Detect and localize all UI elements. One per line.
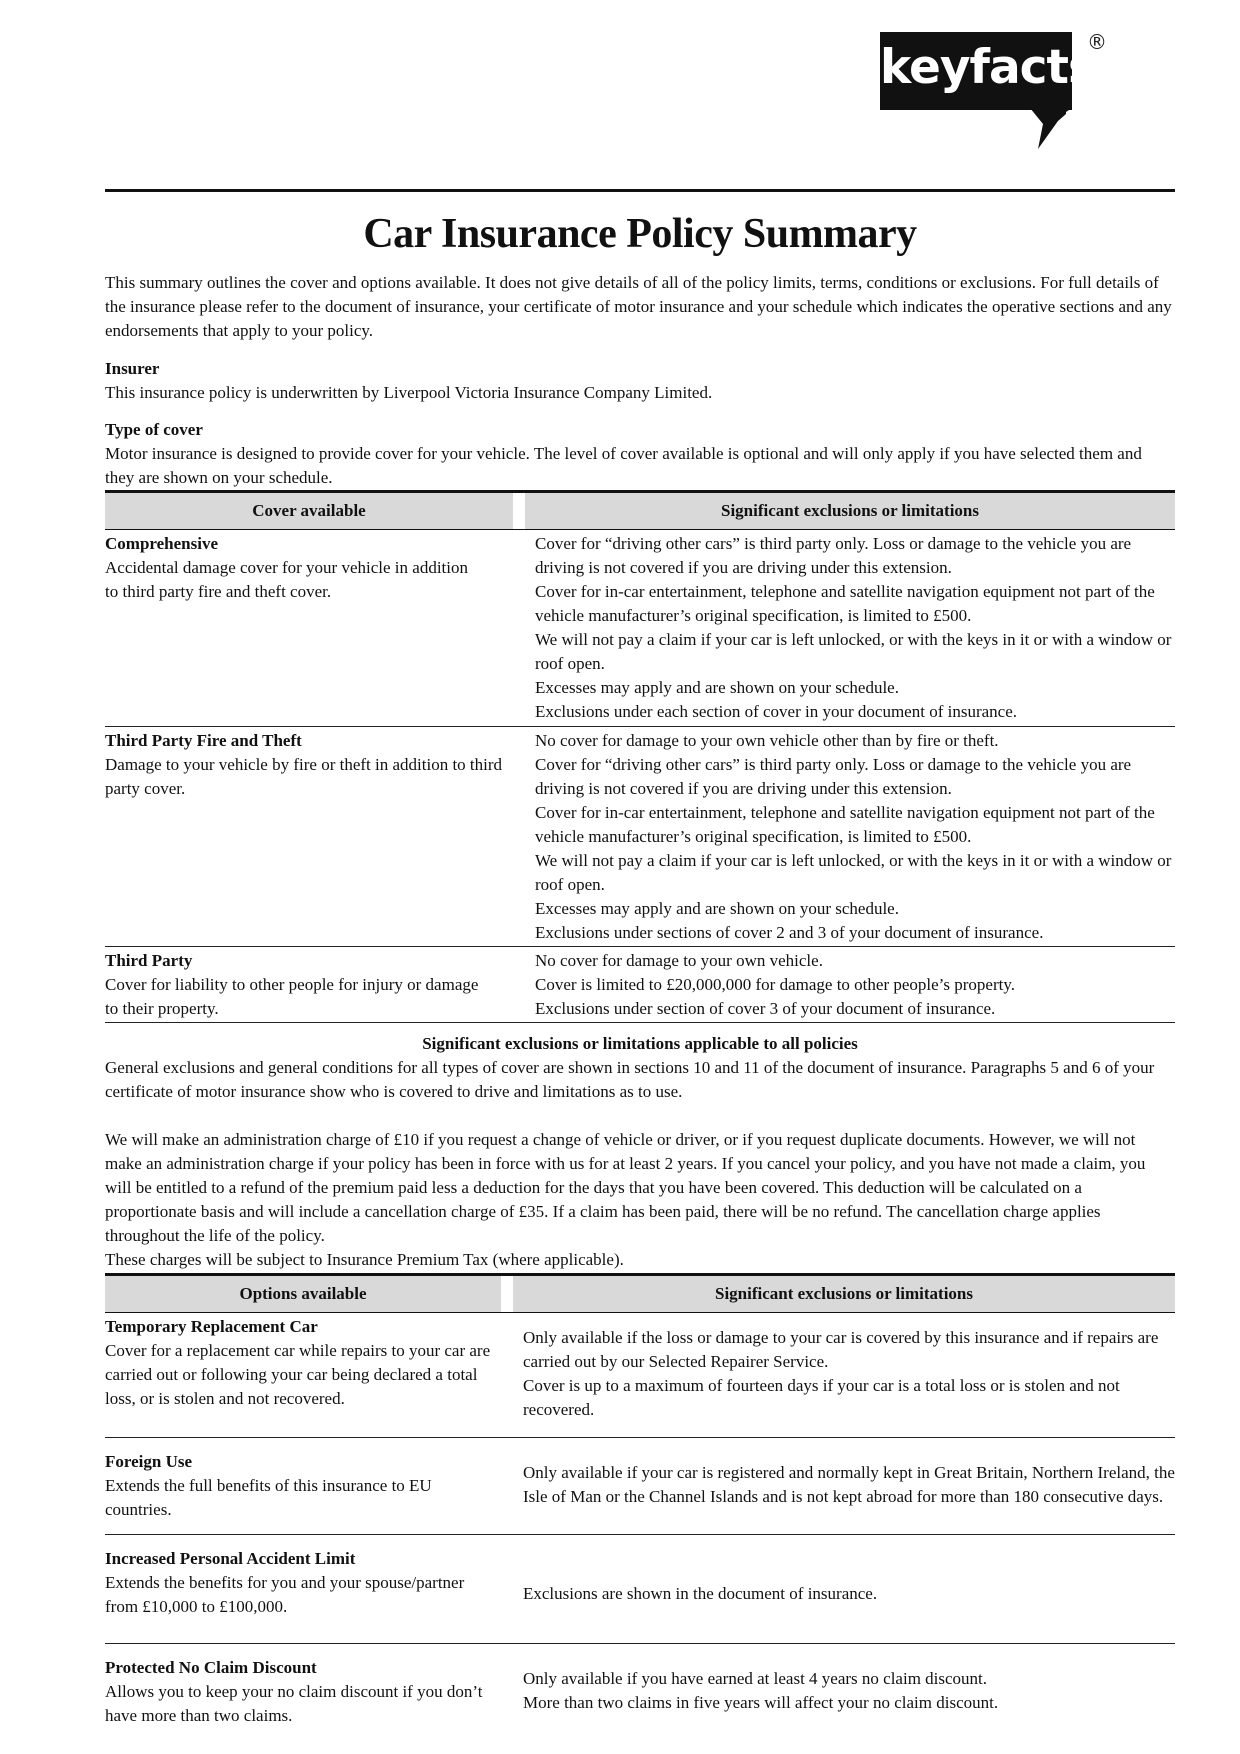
option-desc: Extends the benefits for you and your spouse/partner from £10,000 to £100,000.	[105, 1573, 465, 1616]
limit-item: Cover is up to a maximum of fourteen days if your car is a total loss or is stolen and not recovered.	[523, 1376, 1120, 1419]
all-policies-p2: We will make an administration charge of £10 if you request a change of vehicle or driver, or if you request duplicate documents. However, we will not make an administration charge if your policy has been in force with us for at least 2 years. If you cancel your policy, and you have not made a claim, you will be entitled to a refund of the premium paid less a deduction for the days that you have been covered. This deduction will be calculated on a proportionate basis and will include a cancellation charge of £35. If a claim has been paid, there will be no refund. The cancellation charge applies throughout the life of the policy.	[105, 1130, 1146, 1245]
limit-item: Cover for in-car entertainment, telephone and satellite navigation equipment not part of the vehicle manufacturer’s original specification, is limited to £500.	[535, 582, 1155, 625]
cover-col-header: Cover available	[252, 501, 366, 520]
all-policies-p3: These charges will be subject to Insurance Premium Tax (where applicable).	[105, 1250, 624, 1269]
insurer-heading: Insurer	[105, 359, 160, 378]
limit-item: Cover is limited to £20,000,000 for damage to other people’s property.	[535, 975, 1015, 994]
options-col-header: Options available	[239, 1284, 367, 1303]
limit-item: We will not pay a claim if your car is left unlocked, or with the keys in it or with a window or roof open.	[535, 851, 1172, 894]
cover-desc: Damage to your vehicle by fire or theft in addition to third party cover.	[105, 755, 503, 798]
limit-item: Exclusions under each section of cover in your document of insurance.	[535, 702, 1017, 721]
insurer-text: This insurance policy is underwritten by Liverpool Victoria Insurance Company Limited.	[105, 383, 713, 402]
table-row	[105, 1535, 1175, 1644]
option-title: Increased Personal Accident Limit	[105, 1549, 356, 1568]
limit-item: Exclusions are shown in the document of insurance.	[523, 1584, 878, 1603]
limit-item: No cover for damage to your own vehicle.	[535, 951, 823, 970]
option-title: Temporary Replacement Car	[105, 1317, 318, 1336]
type-of-cover-text: Motor insurance is designed to provide cover for your vehicle. The level of cover available is optional and will only apply if you have selected them and they are shown on your schedule.	[105, 444, 1142, 487]
cover-limits-col-header: Significant exclusions or limitations	[720, 501, 979, 520]
cover-title: Third Party Fire and Theft	[105, 731, 302, 750]
table-row	[105, 530, 1175, 727]
option-desc: Cover for a replacement car while repairs to your car are carried out or following your car being declared a total loss, or is stolen and not recovered.	[105, 1341, 491, 1408]
keyfacts-logo	[880, 32, 1167, 150]
options-table-header	[105, 1273, 1175, 1313]
limit-item: Cover for “driving other cars” is third party only. Loss or damage to the vehicle you are driving is not covered if you are driving under this extension.	[535, 534, 1132, 577]
cover-desc: Accidental damage cover for your vehicle in addition to third party fire and theft cover.	[105, 558, 468, 601]
all-policies-p1: General exclusions and general conditions for all types of cover are shown in sections 10 and 11 of the document of insurance. Paragraphs 5 and 6 of your certificate of motor insurance show who is covered to drive and limitations as to use.	[105, 1058, 1155, 1101]
cover-title: Comprehensive	[105, 534, 219, 553]
table-row	[105, 727, 1175, 947]
limit-item: More than two claims in five years will affect your no claim discount.	[523, 1693, 999, 1712]
table-row	[105, 947, 1175, 1023]
cover-desc: Cover for liability to other people for injury or damage to their property.	[105, 975, 479, 1018]
header-rule	[105, 189, 1175, 192]
intro-paragraph: This summary outlines the cover and options available. It does not give details of all of the policy limits, terms, conditions or exclusions. For full details of the insurance please refer to the document of insurance, your certificate of motor insurance and your schedule which indicates the operative sections and any endorsements that apply to your policy.	[105, 273, 1172, 340]
type-of-cover-heading: Type of cover	[105, 420, 203, 439]
limit-item: Exclusions under section of cover 3 of your document of insurance.	[535, 999, 996, 1018]
limit-item: No cover for damage to your own vehicle other than by fire or theft.	[535, 731, 999, 750]
limit-item: Cover for “driving other cars” is third party only. Loss or damage to the vehicle you are driving is not covered if you are driving under this extension.	[535, 755, 1132, 798]
options-limits-col-header: Significant exclusions or limitations	[714, 1284, 973, 1303]
limit-item: Only available if the loss or damage to your car is covered by this insurance and if repairs are carried out by our Selected Repairer Service.	[523, 1328, 1159, 1371]
limit-item: Only available if you have earned at least 4 years no claim discount.	[523, 1669, 988, 1688]
registered-mark: ®	[1087, 30, 1107, 54]
limit-item: Exclusions under sections of cover 2 and 3 of your document of insurance.	[535, 923, 1044, 942]
limit-item: Cover for in-car entertainment, telephone and satellite navigation equipment not part of the vehicle manufacturer’s original specification, is limited to £500.	[535, 803, 1155, 846]
all-policies-heading: Significant exclusions or limitations applicable to all policies	[422, 1034, 858, 1053]
limit-item: We will not pay a claim if your car is left unlocked, or with the keys in it or with a window or roof open.	[535, 630, 1172, 673]
option-title: Protected No Claim Discount	[105, 1658, 317, 1677]
table-row	[105, 1644, 1175, 1740]
page-title: Car Insurance Policy Summary	[363, 211, 917, 257]
limit-item: Excesses may apply and are shown on your schedule.	[535, 899, 899, 918]
table-row	[105, 1313, 1175, 1438]
cover-table-header	[105, 490, 1175, 530]
table-row	[105, 1438, 1175, 1535]
limit-item: Excesses may apply and are shown on your schedule.	[535, 678, 899, 697]
cover-title: Third Party	[105, 951, 193, 970]
option-desc: Extends the full benefits of this insurance to EU countries.	[105, 1476, 432, 1519]
option-desc: Allows you to keep your no claim discount if you don’t have more than two claims.	[105, 1682, 483, 1725]
limit-item: Only available if your car is registered and normally kept in Great Britain, Northern Ireland, the Isle of Man or the Channel Islands and is not kept abroad for more than 180 consecutive days.	[523, 1463, 1175, 1506]
logo-text: keyfacts	[880, 40, 1095, 95]
option-title: Foreign Use	[105, 1452, 193, 1471]
